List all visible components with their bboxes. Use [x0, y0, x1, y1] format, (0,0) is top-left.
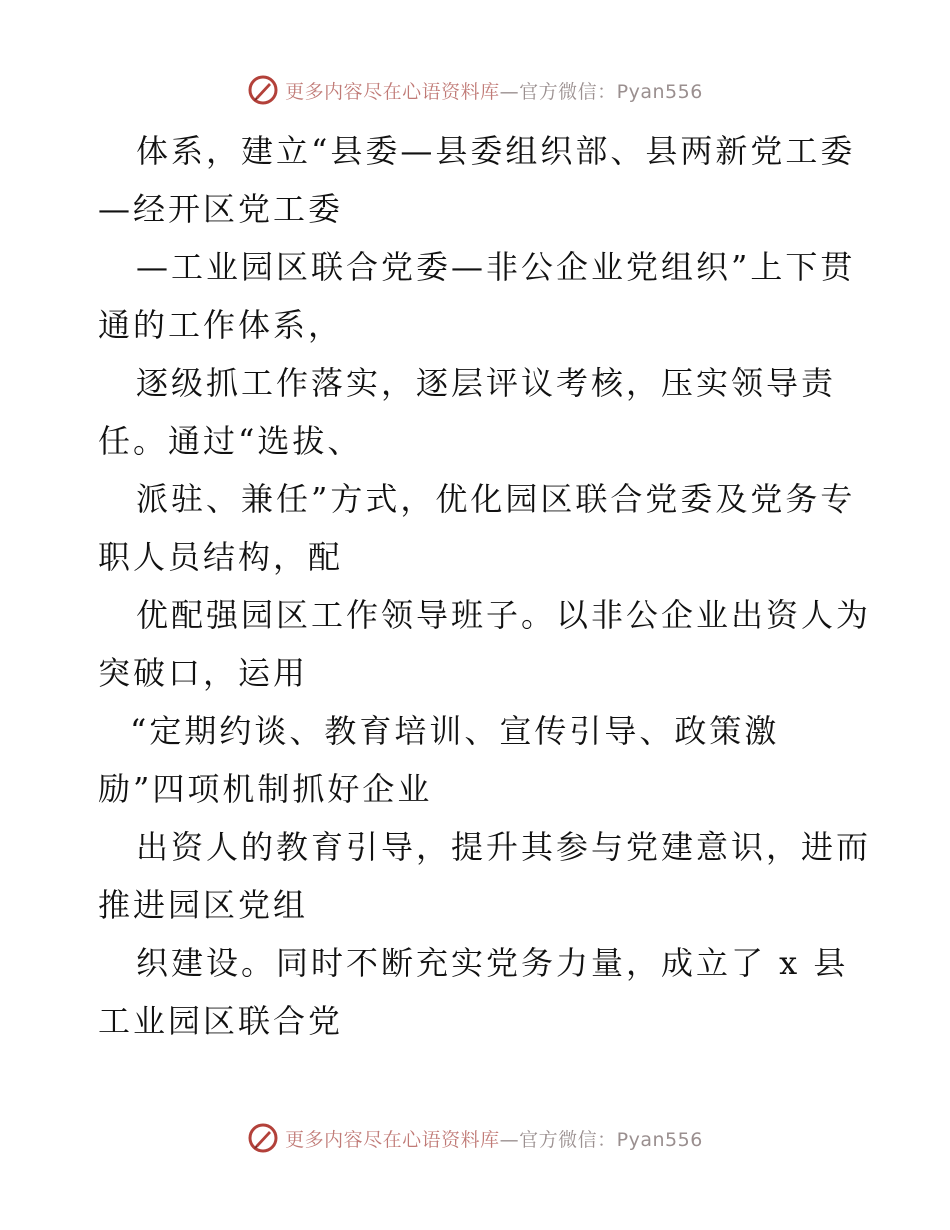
document-body	[98, 122, 872, 1050]
body-line-2: —经开区党工委	[98, 190, 344, 228]
body-line-5: 逐级抓工作落实，逐层评议考核，压实领导责	[136, 364, 837, 402]
body-line-11: “定期约谈、教育培训、宣传引导、政策激	[130, 712, 780, 750]
body-line-16: 工业园区联合党	[98, 1002, 344, 1040]
body-line-12: 励”四项机制抓好企业	[98, 770, 433, 808]
watermark-contact: 官方微信：Pyan556	[519, 80, 703, 103]
quill-pen-logo-icon	[247, 1122, 279, 1154]
body-line-7: 派驻、兼任”方式，优化园区联合党委及党务专	[136, 480, 856, 518]
quill-pen-logo-icon	[247, 74, 279, 106]
body-line-9: 优配强园区工作领导班子。以非公企业出资人为	[136, 596, 872, 634]
body-line-14: 推进园区党组	[98, 886, 309, 924]
body-line-4: 通的工作体系，	[98, 306, 344, 344]
body-line-15: 织建设。同时不断充实党务力量，成立了 x 县	[136, 944, 849, 982]
watermark-contact: 官方微信：Pyan556	[519, 1128, 703, 1151]
watermark-separator: —	[499, 1128, 520, 1151]
header-watermark	[0, 70, 950, 110]
body-line-3: —工业园区联合党委—非公企业党组织”上下贯	[136, 248, 856, 286]
footer-watermark	[0, 1118, 950, 1158]
body-line-13: 出资人的教育引导，提升其参与党建意识，进而	[136, 828, 872, 866]
body-line-10: 突破口，运用	[98, 654, 309, 692]
body-line-8: 职人员结构，配	[98, 538, 344, 576]
watermark-text: 更多内容尽在心语资料库	[285, 1128, 500, 1151]
watermark-separator: —	[499, 80, 520, 103]
body-line-6: 任。通过“选拔、	[98, 422, 363, 460]
watermark-text: 更多内容尽在心语资料库	[285, 80, 500, 103]
body-line-1: 体系，建立“县委—县委组织部、县两新党工委	[136, 132, 856, 170]
